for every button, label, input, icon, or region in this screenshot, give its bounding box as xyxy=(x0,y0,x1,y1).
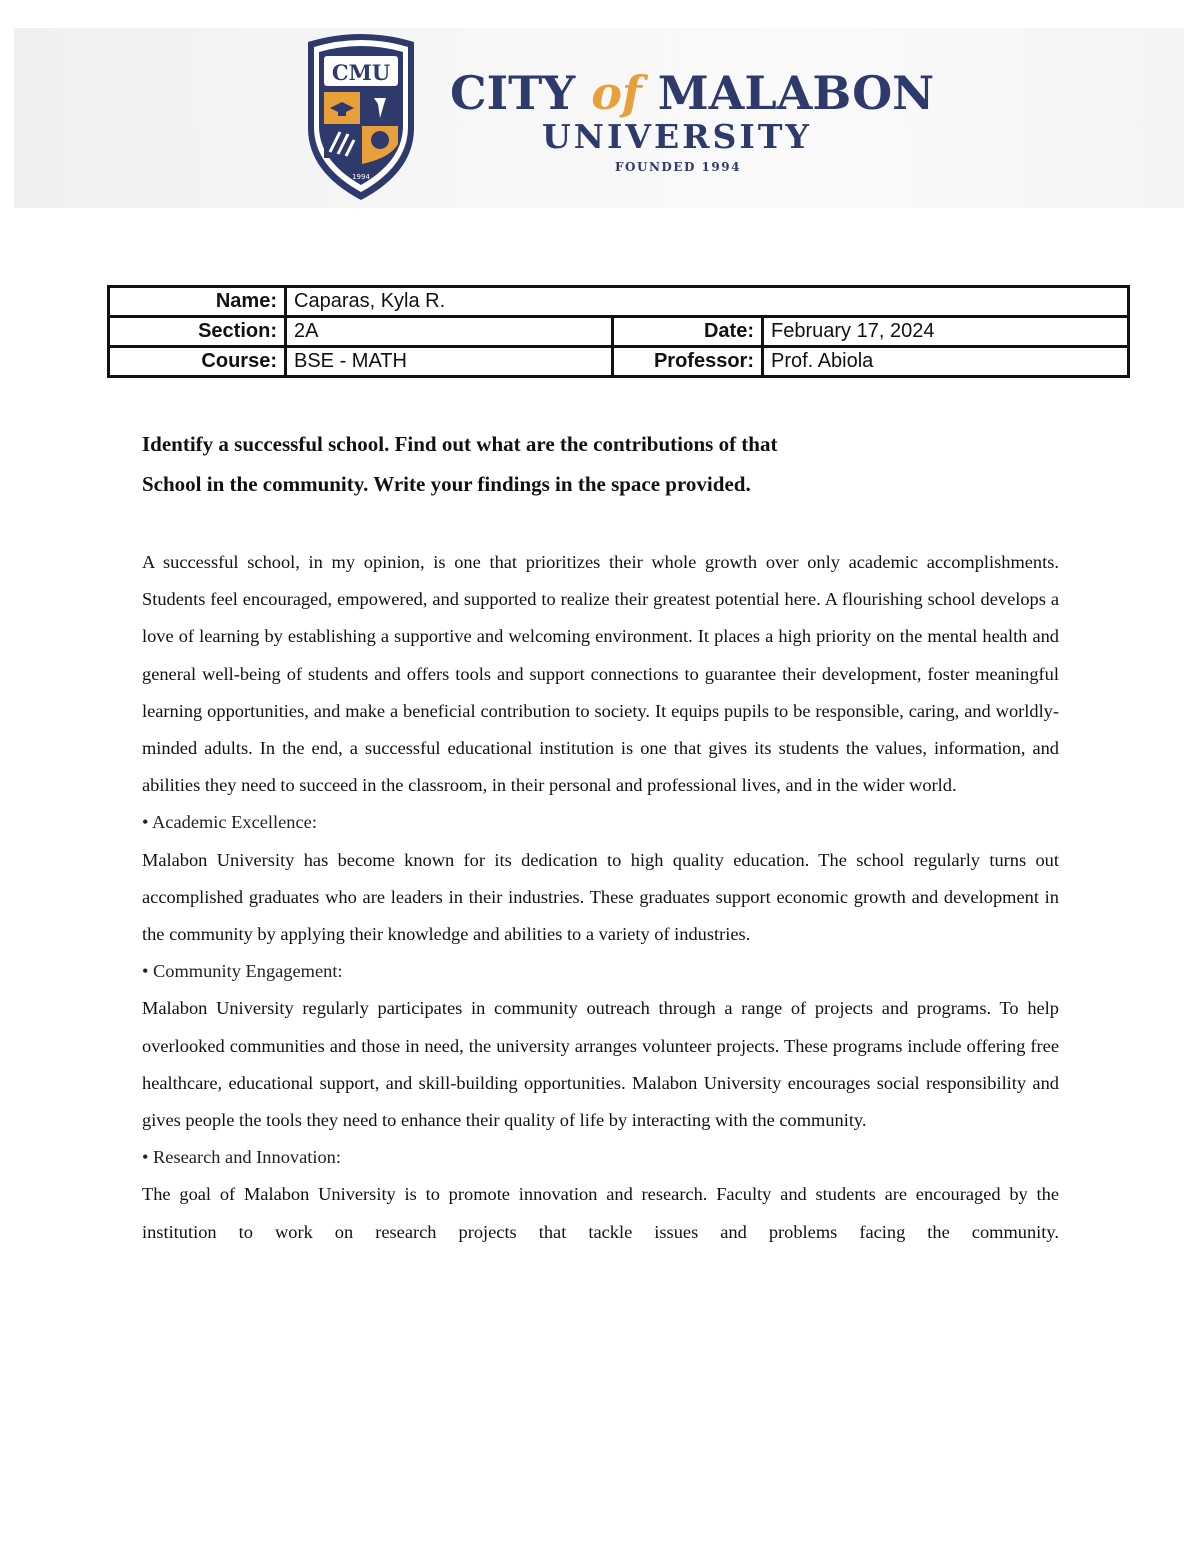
university-city: CITY xyxy=(450,66,576,120)
section-heading-academic: • Academic Excellence: xyxy=(142,812,317,833)
section-text-academic: Malabon University has become known for its dedication to high quality education. The school regularly turns out accomplished graduates who are leaders in their industries. These graduates support economic growth and development in the community by applying their knowledge and abilities to a variety of industries. xyxy=(142,849,1059,945)
founded-label: FOUNDED 1994 xyxy=(615,160,741,174)
date-value: February 17, 2024 xyxy=(763,317,1129,347)
question-line-1: Identify a successful school. Find out what are the contributions of that xyxy=(142,432,778,456)
university-malabon: MALABON xyxy=(657,66,935,120)
section-text-community: Malabon University regularly participates in community outreach through a range of projects and programs. To help overlooked communities and those in need, the university arranges volunteer projects. These programs include offering free healthcare, educational support, and skill-building opportunities. Malabon University encourages social responsibility and gives people the tools they need to enhance their quality of life by interacting with the community. xyxy=(142,998,1059,1131)
university-name-line1 xyxy=(450,66,935,120)
section-label: Section: xyxy=(109,317,286,347)
course-label: Course: xyxy=(109,347,286,377)
section-text-research: The goal of Malabon University is to promote innovation and research. Faculty and students are encouraged by the institution to work on research projects that tackle issues and problems facing the community. xyxy=(142,1184,1059,1242)
course-value: BSE - MATH xyxy=(286,347,613,377)
professor-value: Prof. Abiola xyxy=(763,347,1129,377)
date-label: Date: xyxy=(613,317,763,347)
university-of: of xyxy=(591,66,642,120)
intro-paragraph: A successful school, in my opinion, is one that prioritizes their whole growth over only academic accomplishments. Students feel encouraged, empowered, and supported to realize their greatest potential here. A flourishing school develops a love of learning by establishing a supportive and welcoming environment. It places a high priority on the mental health and general well-being of students and offers tools and support connections to guarantee their development, foster meaningful learning opportunities, and make a beneficial contribution to society. It equips pupils to be responsible, caring, and worldly-minded adults. In the end, a successful educational institution is one that gives its students the values, information, and abilities they need to succeed in the classroom, in their personal and professional lives, and in the wider world. xyxy=(142,552,1059,796)
crest-abbrev: CMU xyxy=(331,60,391,85)
professor-label: Professor: xyxy=(613,347,763,377)
university-logo xyxy=(300,32,935,204)
course-row xyxy=(109,347,1129,377)
name-label: Name: xyxy=(109,287,286,317)
section-value: 2A xyxy=(286,317,613,347)
crest-year: 1994 xyxy=(352,173,370,181)
essay-body xyxy=(142,544,1059,1251)
university-name xyxy=(450,66,935,174)
name-row xyxy=(109,287,1129,317)
university-name-line2: UNIVERSITY xyxy=(542,117,812,156)
assignment-question xyxy=(142,424,1042,504)
section-heading-community: • Community Engagement: xyxy=(142,961,343,982)
cmu-crest-icon xyxy=(300,32,422,202)
question-line-2: School in the community. Write your findings in the space provided. xyxy=(142,472,751,496)
section-row xyxy=(109,317,1129,347)
section-heading-research: • Research and Innovation: xyxy=(142,1147,341,1168)
student-info-table xyxy=(107,285,1130,378)
name-value: Caparas, Kyla R. xyxy=(286,287,1129,317)
